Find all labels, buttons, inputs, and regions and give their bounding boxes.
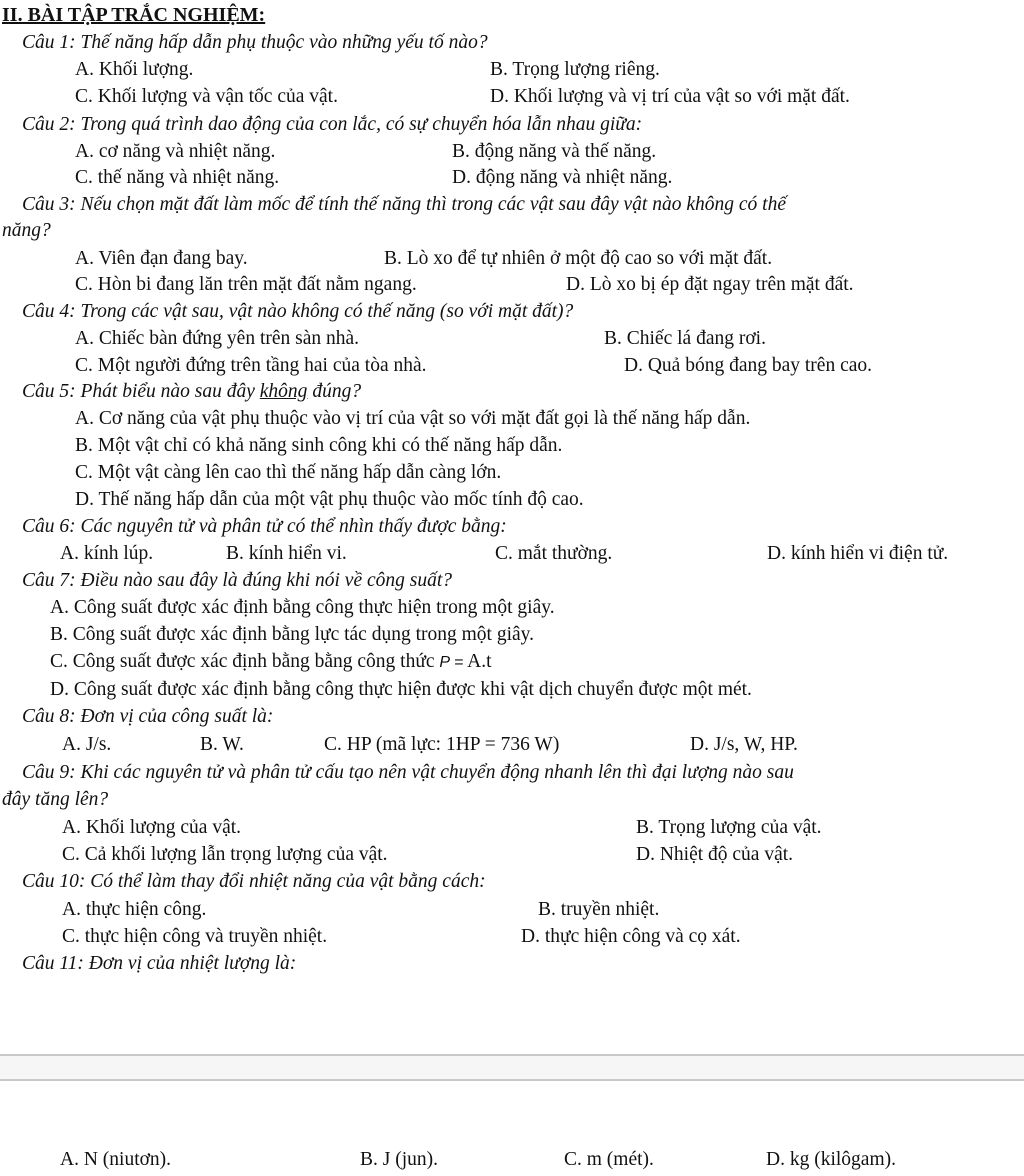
question-8: Câu 8: Đơn vị của công suất là: — [22, 706, 274, 727]
question-5-text: Câu 5: Phát biểu nào sau đây — [22, 381, 260, 402]
q3-option-d: D. Lò xo bị ép đặt ngay trên mặt đất. — [566, 274, 854, 295]
q10-option-b: B. truyền nhiệt. — [538, 899, 660, 920]
question-3-cont: năng? — [2, 220, 51, 241]
formula-power: P = — [439, 654, 464, 671]
q6-option-b: B. kính hiển vi. — [226, 543, 347, 564]
q8-option-d: D. J/s, W, HP. — [690, 734, 798, 755]
question-5-end: đúng? — [307, 381, 362, 402]
q4-option-a: A. Chiếc bàn đứng yên trên sàn nhà. — [75, 328, 360, 349]
q6-option-a: A. kính lúp. — [60, 543, 154, 564]
section-heading: II. BÀI TẬP TRẮC NGHIỆM: — [2, 4, 266, 26]
q7-option-b: B. Công suất được xác định bằng lực tác dụng trong một giây. — [50, 624, 535, 645]
q4-option-c: C. Một người đứng trên tầng hai của tòa nhà. — [75, 355, 427, 376]
q4-option-d: D. Quả bóng đang bay trên cao. — [624, 355, 873, 376]
question-4: Câu 4: Trong các vật sau, vật nào không có thế năng (so với mặt đất)? — [22, 301, 574, 322]
q2-option-b: B. động năng và thế năng. — [452, 141, 657, 162]
question-5-emphasis: không — [259, 381, 308, 402]
question-2: Câu 2: Trong quá trình dao động của con lắc, có sự chuyển hóa lẫn nhau giữa: — [22, 114, 643, 135]
q7-option-c — [50, 651, 491, 672]
q11-option-d: D. kg (kilôgam). — [766, 1149, 896, 1170]
question-9-cont: đây tăng lên? — [2, 789, 109, 810]
question-10: Câu 10: Có thể làm thay đổi nhiệt năng của vật bằng cách: — [22, 871, 486, 892]
q9-option-c: C. Cả khối lượng lẫn trọng lượng của vật. — [62, 844, 388, 865]
q7-option-c-text: C. Công suất được xác định bằng bằng công thức — [50, 651, 435, 672]
question-5 — [22, 381, 361, 402]
q6-option-c: C. mắt thường. — [495, 543, 613, 564]
page-break — [0, 1056, 1024, 1080]
question-3: Câu 3: Nếu chọn mặt đất làm mốc để tính thế năng thì trong các vật sau đây vật nào không có thế — [22, 194, 786, 215]
q6-option-d: D. kính hiển vi điện tử. — [767, 543, 949, 564]
page-break-line-bottom — [0, 1079, 1024, 1081]
q8-option-c: C. HP (mã lực: 1HP = 736 W) — [324, 734, 560, 755]
q3-option-a: A. Viên đạn đang bay. — [75, 248, 248, 269]
q2-option-a: A. cơ năng và nhiệt năng. — [75, 141, 276, 162]
q3-option-b: B. Lò xo để tự nhiên ở một độ cao so với mặt đất. — [384, 248, 773, 269]
q5-option-a: A. Cơ năng của vật phụ thuộc vào vị trí của vật so với mặt đất gọi là thế năng hấp dẫn. — [75, 408, 751, 429]
q1-option-b: B. Trọng lượng riêng. — [490, 59, 660, 80]
q3-option-c: C. Hòn bi đang lăn trên mặt đất nằm ngang. — [75, 274, 417, 295]
q4-option-b: B. Chiếc lá đang rơi. — [604, 328, 766, 349]
formula-tail: A.t — [467, 651, 492, 672]
q7-option-a: A. Công suất được xác định bằng công thực hiện trong một giây. — [50, 597, 555, 618]
q10-option-a: A. thực hiện công. — [62, 899, 207, 920]
q10-option-d: D. thực hiện công và cọ xát. — [521, 926, 741, 947]
q8-option-a: A. J/s. — [62, 734, 112, 755]
q1-option-d: D. Khối lượng và vị trí của vật so với mặt đất. — [490, 86, 850, 107]
question-6: Câu 6: Các nguyên tử và phân tử có thể nhìn thấy được bằng: — [22, 516, 507, 537]
q9-option-b: B. Trọng lượng của vật. — [636, 817, 822, 838]
q11-option-b: B. J (jun). — [360, 1149, 438, 1170]
q2-option-c: C. thế năng và nhiệt năng. — [75, 167, 280, 188]
q7-option-d: D. Công suất được xác định bằng công thực hiện được khi vật dịch chuyển được một mét. — [50, 679, 752, 700]
question-1: Câu 1: Thế năng hấp dẫn phụ thuộc vào những yếu tố nào? — [22, 32, 488, 53]
q8-option-b: B. W. — [200, 734, 244, 755]
q10-option-c: C. thực hiện công và truyền nhiệt. — [62, 926, 328, 947]
question-11: Câu 11: Đơn vị của nhiệt lượng là: — [22, 953, 297, 974]
q11-option-c: C. m (mét). — [564, 1149, 654, 1170]
q2-option-d: D. động năng và nhiệt năng. — [452, 167, 673, 188]
question-9: Câu 9: Khi các nguyên tử và phân tử cấu tạo nên vật chuyển động nhanh lên thì đại lượng nào sau — [22, 762, 794, 783]
q11-option-a: A. N (niutơn). — [60, 1149, 172, 1170]
q1-option-a: A. Khối lượng. — [75, 59, 194, 80]
q5-option-b: B. Một vật chỉ có khả năng sinh công khi có thế năng hấp dẫn. — [75, 435, 563, 456]
question-7: Câu 7: Điều nào sau đây là đúng khi nói về công suất? — [22, 570, 453, 591]
q9-option-d: D. Nhiệt độ của vật. — [636, 844, 794, 865]
q1-option-c: C. Khối lượng và vận tốc của vật. — [75, 86, 338, 107]
q5-option-c: C. Một vật càng lên cao thì thế năng hấp dẫn càng lớn. — [75, 462, 502, 483]
q5-option-d: D. Thế năng hấp dẫn của một vật phụ thuộc vào mốc tính độ cao. — [75, 489, 584, 510]
page-break-line-top — [0, 1054, 1024, 1056]
q9-option-a: A. Khối lượng của vật. — [62, 817, 242, 838]
